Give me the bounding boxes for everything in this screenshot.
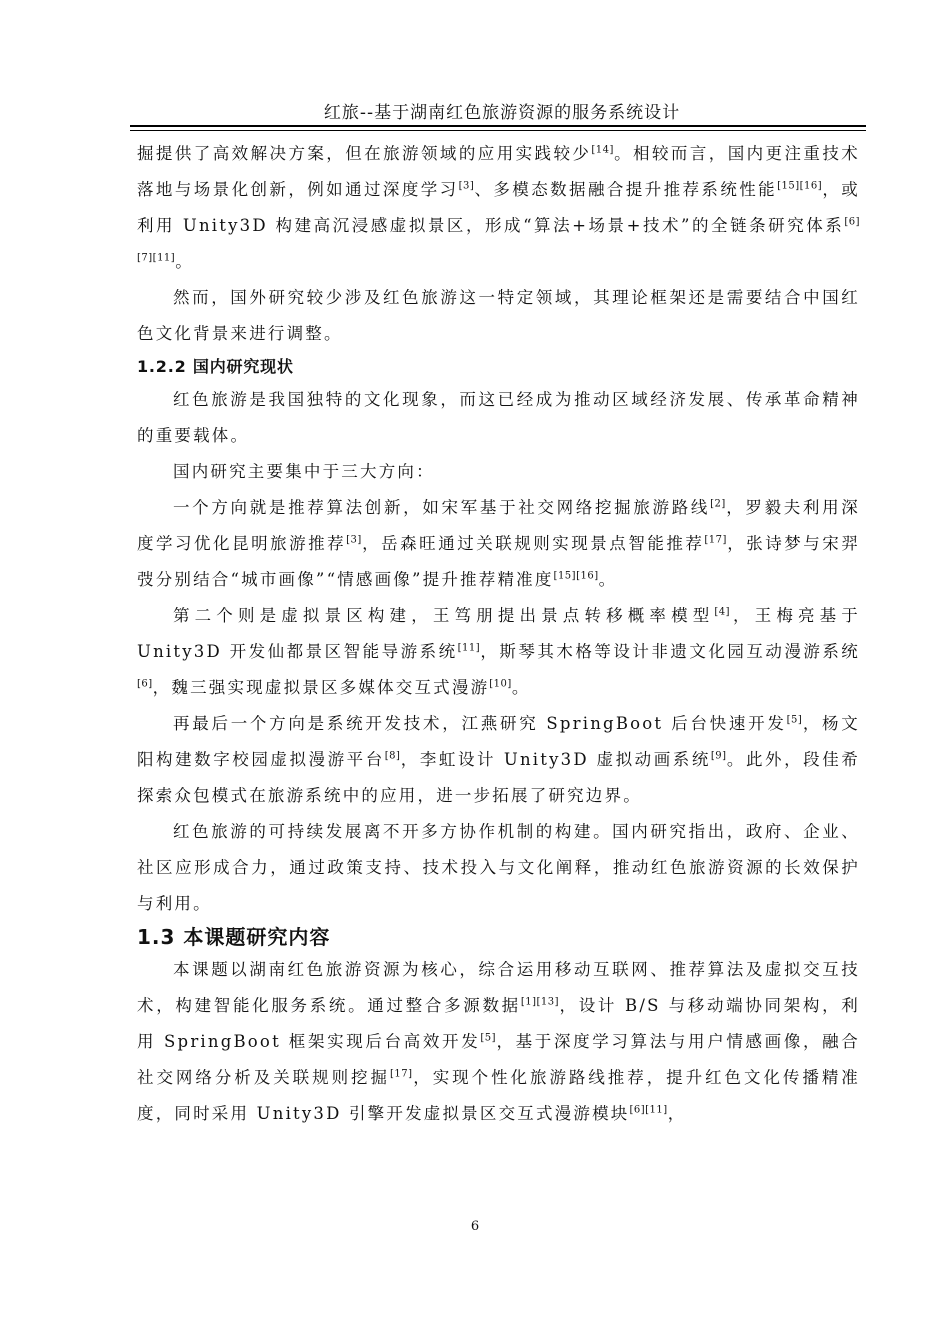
citation: [10] [489, 678, 512, 690]
citation: [3] [458, 180, 475, 192]
paragraph: 红色旅游的可持续发展离不开多方协作机制的构建。国内研究指出，政府、企业、社区应形成合力，通过政策支持、技术投入与文化阐释，推动红色旅游资源的长效保护与利用。 [137, 822, 860, 913]
citation: [14] [591, 144, 614, 156]
citation: [1][13] [520, 996, 560, 1008]
citation: [9] [710, 750, 727, 762]
citation: [6] [137, 678, 153, 690]
citation: [5] [480, 1032, 497, 1044]
citation: [2] [710, 498, 726, 510]
paragraph: 一个方向就是推荐算法创新，如宋军基于社交网络挖掘旅游路线[2]，罗毅夫利用深度学习优化昆明旅游推荐[3]，岳森旺通过关联规则实现景点智能推荐[17]，张诗梦与宋羿弢分别结合“城市画像”“情感画像”提升推荐精准度[15][16]。 [137, 498, 860, 589]
paragraph: 然而，国外研究较少涉及红色旅游这一特定领域，其理论框架还是需要结合中国红色文化背景来进行调整。 [137, 288, 860, 343]
citation: [17] [704, 534, 727, 546]
paragraph: 红色旅游是我国独特的文化现象，而这已经成为推动区域经济发展、传承革命精神的重要载体。 [137, 390, 860, 445]
header-rule-thin [130, 130, 866, 131]
header-rule-thick [130, 125, 866, 127]
citation: [6][11] [629, 1104, 668, 1116]
section-heading-1-2-2: 1.2.2 国内研究现状 [137, 357, 294, 376]
paragraph-continued: 掘提供了高效解决方案，但在旅游领域的应用实践较少[14]。相较而言，国内更注重技术落地与场景化创新，例如通过深度学习[3]、多模态数据融合提升推荐系统性能[15][16]，或利用 Unity3D 构建高沉浸感虚拟景区，形成“算法+场景+技术”的全链条研究体系[6][7][11]。 [137, 144, 861, 271]
paragraph: 国内研究主要集中于三大方向： [173, 462, 435, 481]
paragraph: 第二个则是虚拟景区构建，王笃朋提出景点转移概率模型[4]，王梅亮基于 Unity3D 开发仙都景区智能导游系统[11]，斯琴其木格等设计非遗文化园互动漫游系统[6]，魏三强实现虚拟景区多媒体交互式漫游[10]。 [137, 606, 861, 697]
citation: [4] [714, 606, 731, 618]
section-heading-1-3: 1.3 本课题研究内容 [137, 925, 331, 949]
citation: [15][16] [777, 180, 823, 192]
citation: [3] [346, 534, 362, 546]
page-number: 6 [470, 1219, 480, 1234]
citation: [17] [389, 1068, 413, 1080]
citation: [15][16] [553, 570, 599, 582]
citation: [11] [457, 642, 481, 654]
citation: [6][7][11] [137, 216, 860, 264]
citation: [5] [786, 714, 803, 726]
paragraph: 再最后一个方向是系统开发技术，江燕研究 SpringBoot 后台快速开发[5]，杨文阳构建数字校园虚拟漫游平台[8]，李虹设计 Unity3D 虚拟动画系统[9]。此外，段佳希探索众包模式在旅游系统中的应用，进一步拓展了研究边界。 [137, 714, 860, 805]
paragraph: 本课题以湖南红色旅游资源为核心，综合运用移动互联网、推荐算法及虚拟交互技术，构建智能化服务系统。通过整合多源数据[1][13]，设计 B/S 与移动端协同架构，利用 SpringBoot 框架实现后台高效开发[5]，基于深度学习算法与用户情感画像，融合社交网络分析及关联规则挖掘[17]，实现个性化旅游路线推荐，提升红色文化传播精准度，同时采用 Unity3D 引擎开发虚拟景区交互式漫游模块[6][11]， [137, 960, 861, 1123]
citation: [8] [384, 750, 401, 762]
running-header: 红旅--基于湖南红色旅游资源的服务系统设计 [323, 103, 681, 123]
body-text [137, 136, 860, 1132]
